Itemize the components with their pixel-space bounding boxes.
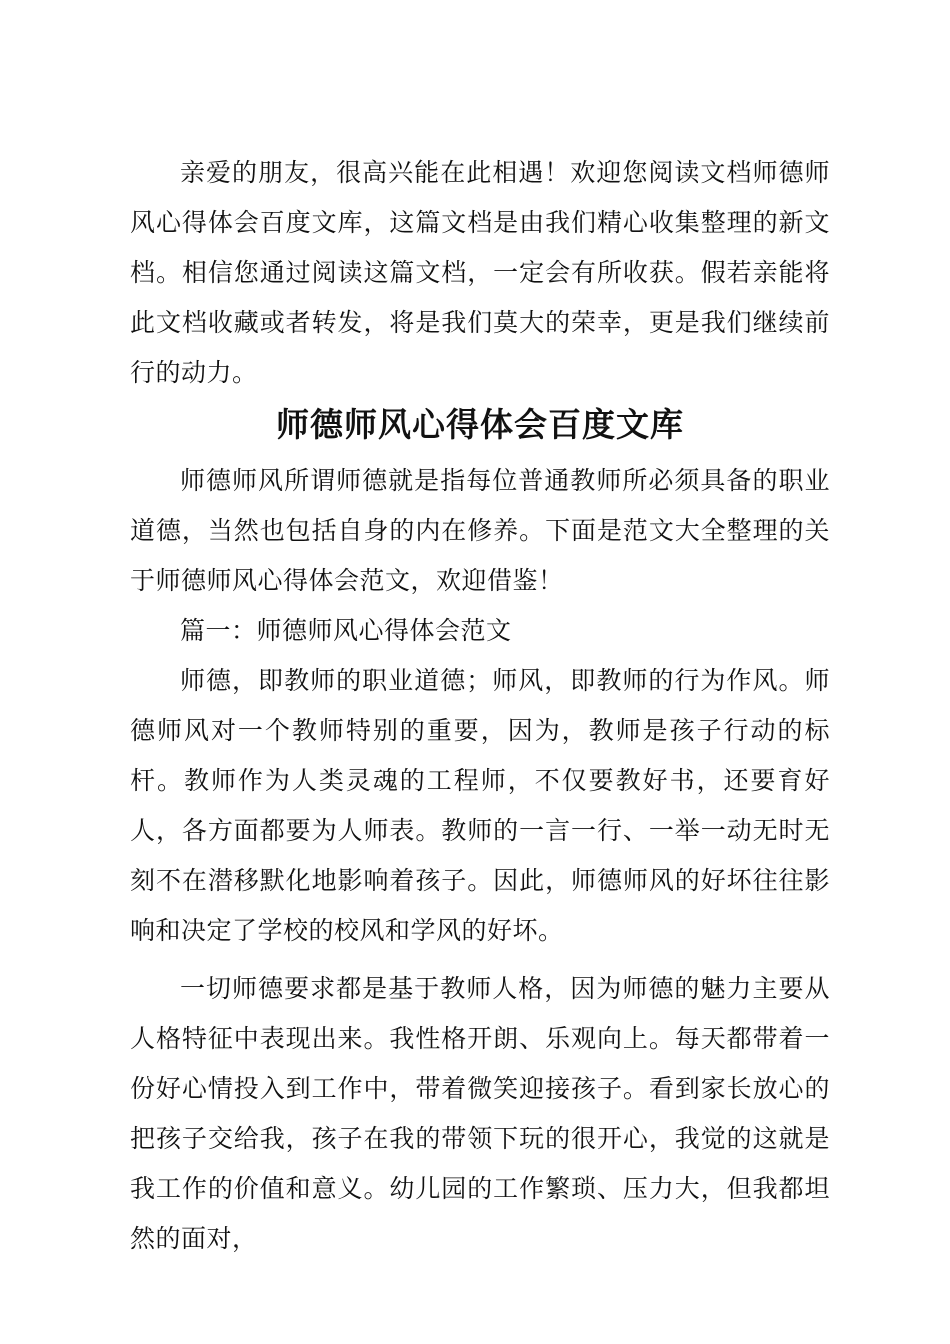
body-paragraph-1: 师德师风所谓师德就是指每位普通教师所必须具备的职业道德，当然也包括自身的内在修养。下面是范文大全整理的关于师德师风心得体会范文，欢迎借鉴！	[130, 466, 830, 595]
document-body	[130, 148, 830, 1264]
intro-paragraph: 亲爱的朋友，很高兴能在此相遇！欢迎您阅读文档师德师风心得体会百度文库，这篇文档是由我们精心收集整理的新文档。相信您通过阅读这篇文档，一定会有所收获。假若亲能将此文档收藏或者转发，将是我们莫大的荣幸，更是我们继续前行的动力。	[130, 158, 830, 387]
body-paragraph-2: 师德，即教师的职业道德；师风，即教师的行为作风。师德师风对一个教师特别的重要，因为，教师是孩子行动的标杆。教师作为人类灵魂的工程师，不仅要教好书，还要育好人，各方面都要为人师表。教师的一言一行、一举一动无时无刻不在潜移默化地影响着孩子。因此，师德师风的好坏往往影响和决定了学校的校风和学风的好坏。	[130, 666, 830, 945]
document-title: 师德师风心得体会百度文库	[276, 405, 684, 444]
body-paragraph-3: 一切师德要求都是基于教师人格，因为师德的魅力主要从人格特征中表现出来。我性格开朗、乐观向上。每天都带着一份好心情投入到工作中，带着微笑迎接孩子。看到家长放心的把孩子交给我，孩子在我的带领下玩的很开心，我觉的这就是我工作的价值和意义。幼儿园的工作繁琐、压力大，但我都坦然的面对，	[130, 974, 830, 1253]
section-heading: 篇一：师德师风心得体会范文	[180, 616, 512, 645]
